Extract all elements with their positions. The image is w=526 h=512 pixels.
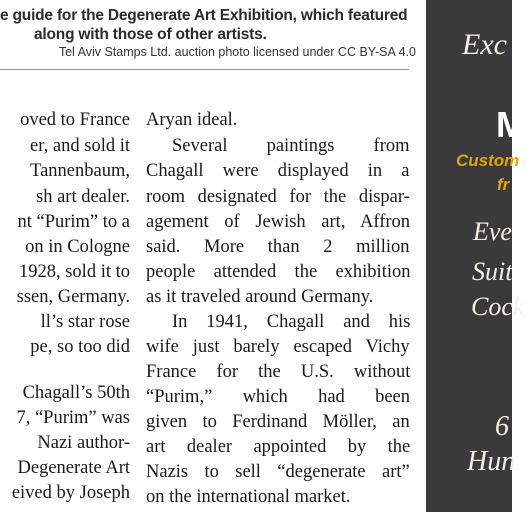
article-line: people attended the exhibition [146,262,411,282]
article-line: In 1941, Chagall and his [172,312,411,332]
ad-line-4: 6 [495,411,509,442]
article-line: art dealer appointed by the [146,437,411,457]
article-line: pe, so too did [30,337,130,357]
ad-line-5: Hun [467,446,516,477]
article-line: Degenerate Art [17,458,130,478]
caption-line-2: along with those of other artists. [34,26,267,43]
article-line: Chagall’s 50th [22,383,130,403]
article-line: 7, “Purim” was [16,408,130,428]
article-line: oved to France [20,110,130,130]
article-line: sh art dealer. [36,187,130,207]
photo-credit: Tel Aviv Stamps Ltd. auction photo licensed under CC BY-SA 4.0 [58,45,416,59]
article-line: ssen, Germany. [16,287,130,307]
article-line: er, and sold it [30,136,130,156]
article-line: as it traveled around Germany. [146,287,374,307]
article-line: “Purim,” which had been [146,387,410,407]
article-line: 1928, sold it to [18,262,130,282]
article-line: France for the U.S. without [146,362,411,382]
article-line: Aryan ideal. [146,110,238,130]
ad-line-3: Cock [471,292,525,321]
caption-line-1: e guide for the Degenerate Art Exhibition, which featured [0,7,408,24]
article-line: Tannenbaum, [30,161,130,181]
article-line: ll’s star rose [40,312,130,332]
advertisement-panel[interactable] [426,0,526,512]
article-line: given to Ferdinand Möller, an [146,412,410,432]
article-line: Nazi author- [37,433,130,453]
article-line: Chagall were displayed in a [146,161,410,181]
article-line: on in Cologne [25,237,130,257]
article-line: said. More than 2 million [146,237,410,257]
ad-subtitle-2: fr [497,175,510,194]
article-line: on the international market. [146,487,351,507]
article-line: room designated for the dispar- [146,187,410,207]
article-line: agement of Jewish art, Affron [146,212,411,232]
ad-line-1: Eve [473,217,512,246]
article-line: Nazis to sell “degenerate art” [146,462,410,482]
article-line: Several paintings from [172,136,410,156]
ad-subtitle-1: Custom [456,151,520,170]
article-line: eived by Joseph [11,483,130,503]
article-line: nt “Purim” to a [17,212,130,232]
ad-line-2: Suit [472,257,513,286]
ad-heading: Exc [462,28,507,61]
caption-divider [0,69,409,70]
article-line: wife just barely escaped Vichy [146,337,410,357]
ad-big-letter: M [496,104,526,145]
